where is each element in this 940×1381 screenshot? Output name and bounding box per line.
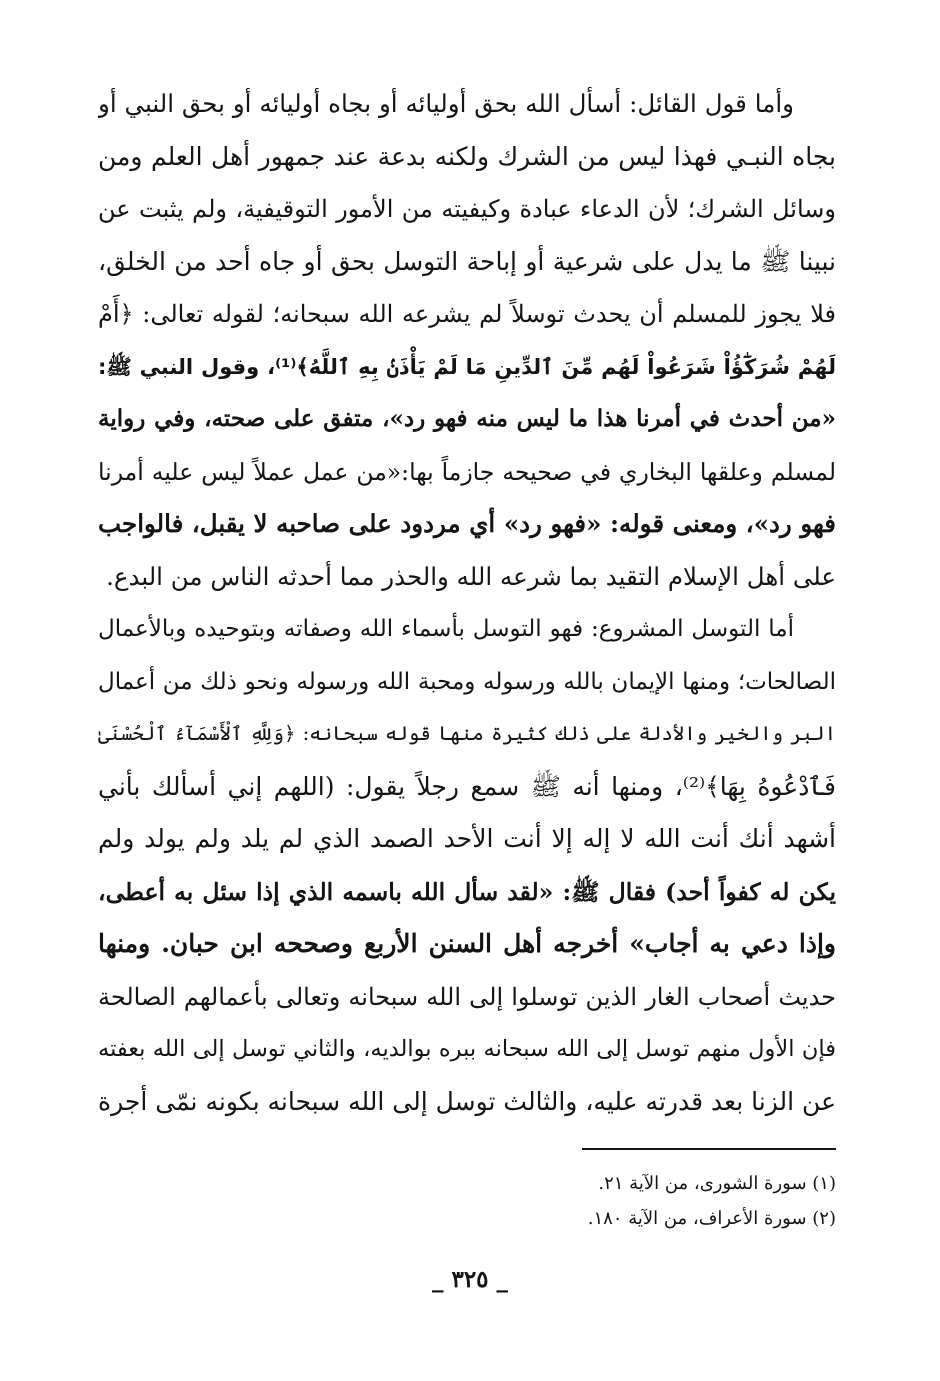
text-line: أشهد أنك أنت الله لا إله إلا أنت الأحد الصمد الذي لم يلد ولم يولد ولم: [98, 824, 836, 853]
text-line-quran-verse: لَهُمْ شُرَكَٰٓؤُاْ شَرَعُواْ لَهُم مِّنَ ٱلدِّينِ مَا لَمْ يَأْذَنۢ بِهِ ٱللَّهُ﴾⁽¹⁾، وقول النبي ﷺ:: [98, 354, 836, 379]
text-line: لمسلم وعلقها البخاري في صحيحه جازماً بها:«من عمل عملاً ليس عليه أمرنا: [98, 457, 836, 486]
footnotes: [98, 1166, 836, 1236]
text-line-hadith: «من أحدث في أمرنا هذا ما ليس منه فهو رد»، متفق على صحته، وفي رواية: [98, 405, 836, 432]
text-line: فإن الأول منهم توسل إلى الله سبحانه ببره بوالديه، والثاني توسل إلى الله بعفته: [98, 1036, 836, 1062]
text-line-quran-verse: فَٱدْعُوهُ بِهَا﴾⁽²⁾، ومنها أنه ﷺ سمع رجلاً يقول: (اللهم إني أسألك بأني: [98, 771, 836, 801]
text-line: بجاه النبـي فهذا ليس من الشرك ولكنه بدعة عند جمهور أهل العلم ومن: [98, 141, 836, 171]
text-line-quran-verse: البر والخير والأدلة على ذلك كثيرة منها قوله سبحانه: ﴿وَلِلَّهِ ٱلْأَسْمَآءُ ٱلْحُسْنَىٰ: [98, 722, 836, 745]
text-line-hadith: وإذا دعي به أجاب» أخرجه أهل السنن الأربع وصححه ابن حبان. ومنها: [98, 929, 836, 958]
footnote-2: (٢) سورة الأعراف، من الآية ١٨٠.: [587, 1208, 836, 1229]
text-line: فلا يجوز للمسلم أن يحدث توسلاً لم يشرعه الله سبحانه؛ لقوله تعالى: ﴿أَمْ: [98, 300, 836, 328]
text-line-hadith: يكن له كفواً أحد) فقال ﷺ: «لقد سأل الله باسمه الذي إذا سئل به أعطى،: [98, 877, 836, 906]
text-line: الصالحات؛ ومنها الإيمان بالله ورسوله ومحبة الله ورسوله ونحو ذلك من أعمال: [98, 668, 836, 695]
paragraph-tawassul-bidah: [98, 78, 836, 603]
page-number: _ ٣٢٥ _: [431, 1266, 509, 1293]
footnote-1: (١) سورة الشورى، من الآية ٢١.: [598, 1173, 836, 1194]
text-line: حديث أصحاب الغار الذين توسلوا إلى الله سبحانه وتعالى بأعمالهم الصالحة: [98, 982, 836, 1011]
footnote-divider: [582, 1148, 836, 1150]
paragraph-tawassul-mashru: [98, 603, 836, 1128]
text-line-hadith: فهو رد»، ومعنى قوله: «فهو رد» أي مردود على صاحبه لا يقبل، فالواجب: [98, 509, 836, 538]
text-line: أما التوسل المشروع: فهو التوسل بأسماء الله وصفاته وبتوحيده وبالأعمال: [98, 616, 794, 642]
text-line: نبينا ﷺ ما يدل على شرعية أو إباحة التوسل بحق أو جاه أحد من الخلق،: [98, 246, 836, 276]
text-line: عن الزنا بعد قدرته عليه، والثالث توسل إلى الله سبحانه بكونه نمّى أجرة: [98, 1086, 836, 1116]
text-line: وسائل الشرك؛ لأن الدعاء عبادة وكيفيته من الأمور التوقيفية، ولم يثبت عن: [98, 195, 836, 223]
text-line: على أهل الإسلام التقيد بما شرعه الله والحذر مما أحدثه الناس من البدع.: [106, 561, 836, 591]
text-line: وأما قول القائل: أسأل الله بحق أوليائه أو بجاه أوليائه أو بحق النبي أو: [98, 89, 794, 118]
